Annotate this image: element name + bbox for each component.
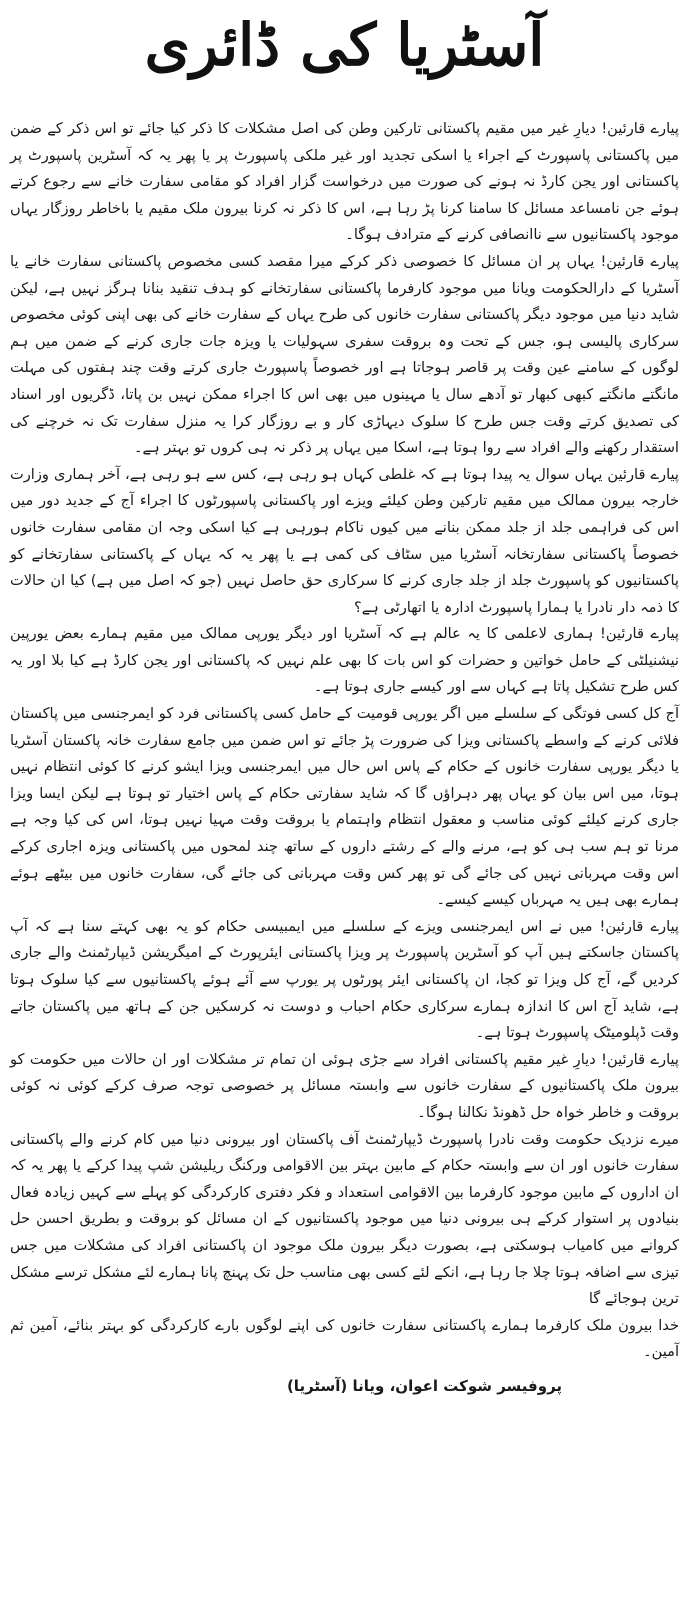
article-paragraph-7: پیارے قارئین! دیارِ غیر مقیم پاکستانی افراد سے جڑی ہوئی ان تمام تر مشکلات اور ان حالات میں حکومت کو بیرون ملک پاکستانیوں کے سفارت خانوں سے وابستہ مسائل پر خصوصی توجہ صرف کرکے کوئی نہ کوئی بروقت و خاطر خواہ حل ڈھونڈ نکالنا ہوگا۔ [10,1050,679,1121]
article-paragraph-5: آج کل کسی فوتگی کے سلسلے میں اگر یورپی قومیت کے حامل کسی پاکستانی فرد کو ایمرجنسی میں پاکستان فلائی کرنے کے واسطے پاکستانی ویزا کی ضرورت پڑ جائے تو اس ضمن میں جامع سفارت خانہ پاکستان آسٹریا یا دیگر یورپی سفارت خانوں کے حکام کے پاس اس حال میں ایمرجنسی ویزا ایشو کرنے کا کوئی انتظام نہیں ہوتا، میں اس بیان کو یہاں پھر دہراؤں گا کہ شاید سفارتی حکام کے پاس اختیار تو ہوتا ہے لیکن ایسا ویزا جاری کرنے کیلئے کوئی مناسب و معقول انتظام واہتمام یا بروقت وقت مہیا نہیں ہوتا، اس کی کیا وجہ ہے مرنا تو ہم سب ہی کو ہے، مرنے والے کے رشتے داروں کے ساتھ چند لمحوں میں پاکستانی ویزہ اجاری کرکے اس وقت مہربانی نہیں کی جائے گی تو پھر کس وقت مہربانی کی جائے گی، سفارت خانوں میں بیٹھے ہوئے ہمارے بھی ہیں یہ مہرباں کیسے کیسے۔ [10,705,679,909]
article-paragraph-4: پیارے قارئین! ہماری لاعلمی کا یہ عالم ہے کہ آسٹریا اور دیگر یورپی ممالک میں مقیم ہمارے بعض یورپین نیشنیلٹی کے حامل خواتین و حضرات کو اس بات کا بھی علم نہیں کہ پاکستانی اور یجن کارڈ ہے کیا بلا اور یہ کس طرح تشکیل پاتا ہے کہاں سے اور کیسے جاری ہوتا ہے۔ [10,625,679,696]
article-paragraph-1: پیارے قارئین! دیارِ غیر میں مقیم پاکستانی تارکین وطن کی اصل مشکلات کا ذکر کیا جائے تو اس ذکر کے ضمن میں پاکستانی پاسپورٹ کے اجراء یا اسکی تجدید اور غیر ملکی پاسپورٹ پر یا پھر یہ کہ آسٹرین پاسپورٹ پر پاکستانی اور یجن کارڈ نہ ہونے کی صورت میں درخواست گزار افراد کو مقامی سفارت خانے سے رجوع کرتے ہوئے جن نامساعد مسائل کا سامنا کرنا پڑ رہا ہے، اس کا ذکر نہ کرنا بیرون ملک مقیم یا باخاطر روزگار یہاں موجود پاکستانیوں سے ناانصافی کرنے کے مترادف ہوگا۔ [10,120,679,244]
article-paragraph-3: پیارے قارئین یہاں سوال یہ پیدا ہوتا ہے کہ غلطی کہاں ہو رہی ہے، کس سے ہو رہی ہے، آخر ہماری وزارت خارجہ بیرون ممالک میں مقیم تارکین وطن کیلئے ویزے اور پاکستانی پاسپورٹوں کا اجراء آج کے جدید دور میں اس کی فراہمی جلد از جلد ممکن بنانے میں کیوں ناکام ہورہی ہے کیا اسکی وجہ ان مقامی سفارت خانوں خصوصاً پاکستانی سفارتخانہ آسٹریا میں سٹاف کی کمی ہے یا پھر یہ کہ یہاں کے پاکستانی سفارتخانے کو پاکستانیوں کو پاسپورٹ جلد از جلد جاری کرنے کا سرکاری حق حاصل نہیں (جو کہ اصل میں ہے) کیا ان حالات کا ذمہ دار نادرا یا ہمارا پاسپورٹ ادارہ یا اتھارٹی ہے؟ [10,465,679,616]
article-paragraph-2: پیارے قارئین! یہاں پر ان مسائل کا خصوصی ذکر کرکے میرا مقصد کسی مخصوص پاکستانی سفارت خانے یا آسٹریا کے دارالحکومت ویانا میں موجود کارفرما پاکستانی سفارتخانے کو ہدف تنقید بنانا ہرگز نہیں ہے، لیکن شاید دنیا میں موجود دیگر پاکستانی سفارت خانوں کی طرح یہاں کے سفارت خانے کی بھی اپنی کوئی مخصوص سرکاری پالیسی ہو، جس کے تحت وہ بروقت سفری سہولیات یا ویزہ جات جاری کرنے کے ضمن میں ہم لوگوں کے سامنے عین وقت پر قاصر ہوجاتا ہے اور خصوصاً پاسپورٹ جاری کرتے وقت چند ہفتوں کی مہلت مانگتے مانگتے کبھی کبھار تو آدھے سال یا مہینوں میں بھی اس کا اجراء ممکن نہیں بن پاتا، ڈگریوں اور اسناد کی تصدیق کرتے وقت جس طرح کا سلوک دیہاڑی کار و بے روزگار کرا یہ منزل سفارت تک نہ خرچنے کی استقدار رکھنے والے افراد سے روا ہوتا ہے، اسکا میں یہاں پر ذکر نہ ہی کروں تو بہتر ہے۔ [10,252,679,457]
column-headline: آسٹریا کی ڈائری [144,11,545,79]
article-paragraph-8: میرے نزدیک حکومت وقت نادرا پاسپورٹ ڈیپارٹمنٹ آف پاکستان اور بیرونی دنیا میں کام کرنے والے پاکستانی سفارت خانوں اور ان سے وابستہ حکام کے مابین بہتر بین الاقوامی ورکنگ ریلیشن شپ پیدا کرکے یا پھر یہ کہ ان اداروں کے مابین موجود کارفرما بین الاقوامی استعداد و فکر دفتری کارکردگی کو پہلے سے کہیں زیادہ فعال بنیادوں پر استوار کرکے ہی بیرونی دنیا میں موجود پاکستانیوں کے ان مسائل کو بروقت و بطریق احسن حل کروانے میں کامیاب ہوسکتی ہے، بصورت دیگر بیرون ملک موجود ان پاکستانی افراد کی مشکلات میں جس تیزی سے اضافہ ہوتا چلا جا رہا ہے، انکے لئے کسی بھی مناسب حل تک پہنچ پانا ہمارے لئے مشکل ترسے مشکل ترین ہوجائے گا [10,1130,679,1308]
author-signature: پروفیسر شوکت اعوان، ویانا (آسٹریا) [286,1376,563,1395]
article-body [10,116,679,1366]
article-paragraph-6: پیارے قارئین! میں نے اس ایمرجنسی ویزے کے سلسلے میں ایمبیسی حکام کو یہ بھی کہتے سنا ہے کہ آپ پاکستان جاسکتے ہیں آپ کو آسٹرین پاسپورٹ پر ویزا پاکستانی ایئرپورٹ کے امیگریشن ڈیپارٹمنٹ والے جاری کردیں گے، آج کل ویزا تو کجا، ان پاکستانی ایئر پورٹوں پر یورپ سے آئے ہوئے پاکستانیوں سے کیا سلوک ہوتا ہے، شاید آج اس کا اندازہ ہمارے سرکاری حکام احباب و دوست نہ کرسکیں جن کے ہاتھ میں پاکستان جاتے وقت ڈپلومیٹک پاسپورٹ ہوتا ہے۔ [10,917,679,1042]
article-paragraph-9: خدا بیرون ملک کارفرما ہمارے پاکستانی سفارت خانوں کی اپنے لوگوں بارے کارکردگی کو بہتر بنائے، آمین ثم آمین۔ [10,1316,679,1361]
